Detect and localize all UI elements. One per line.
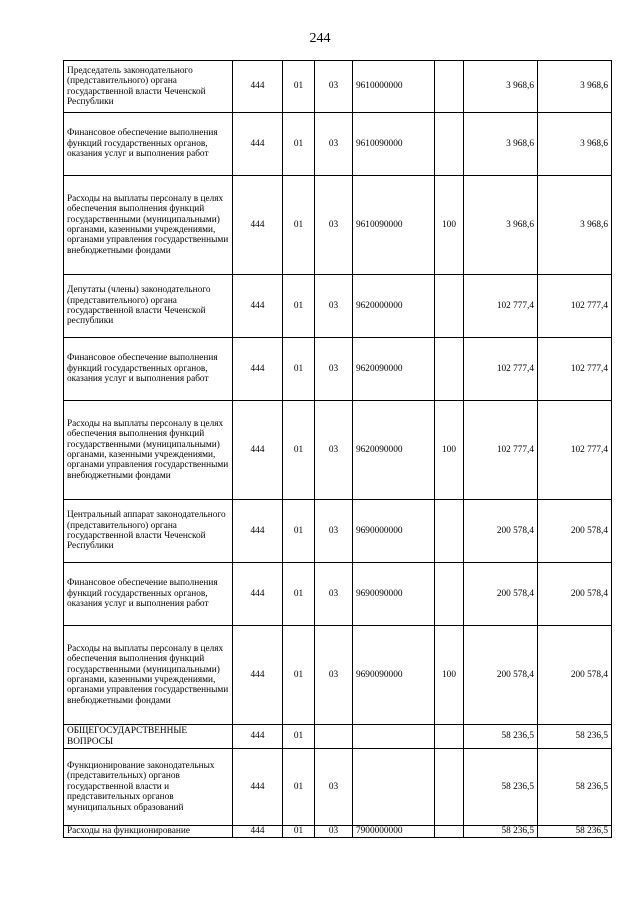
target-article-cell: 9690000000 — [353, 500, 435, 563]
page-number: 244 — [309, 31, 331, 46]
subsection-cell: 03 — [315, 401, 353, 500]
target-article-cell: 9610000000 — [353, 61, 435, 113]
subsection-cell: 03 — [315, 626, 353, 725]
amount-2-cell: 200 578,4 — [538, 626, 612, 725]
row-name-cell: Расходы на функционирование — [64, 826, 233, 838]
section-cell: 01 — [283, 113, 315, 176]
target-article-cell: 9690090000 — [353, 626, 435, 725]
section-cell: 01 — [283, 500, 315, 563]
subsection-cell: 03 — [315, 176, 353, 275]
amount-2-cell: 58 236,5 — [538, 725, 612, 749]
expense-type-cell — [435, 725, 464, 749]
row-name-cell: Финансовое обеспечение выполнения функций государственных органов, оказания услуг и выполнения работ — [64, 338, 233, 401]
amount-1-cell: 102 777,4 — [464, 338, 538, 401]
subsection-cell: 03 — [315, 500, 353, 563]
amount-1-cell: 58 236,5 — [464, 826, 538, 838]
amount-2-cell: 102 777,4 — [538, 401, 612, 500]
admin-code-cell: 444 — [233, 500, 283, 563]
admin-code-cell: 444 — [233, 176, 283, 275]
table-row — [64, 563, 612, 626]
admin-code-cell: 444 — [233, 563, 283, 626]
table-row — [64, 749, 612, 826]
target-article-cell: 9690090000 — [353, 563, 435, 626]
row-name-cell: ОБЩЕГОСУДАРСТВЕННЫЕ ВОПРОСЫ — [64, 725, 233, 749]
amount-1-cell: 200 578,4 — [464, 500, 538, 563]
section-cell: 01 — [283, 61, 315, 113]
section-cell: 01 — [283, 749, 315, 826]
amount-1-cell: 3 968,6 — [464, 61, 538, 113]
amount-1-cell: 3 968,6 — [464, 113, 538, 176]
table-row — [64, 826, 612, 838]
table-row — [64, 725, 612, 749]
subsection-cell: 03 — [315, 275, 353, 338]
row-name-cell: Расходы на выплаты персоналу в целях обеспечения выполнения функций государственными (муниципальными) органами, казенными учреждениями, органами управления государственными внебюджетными фондами — [64, 401, 233, 500]
amount-2-cell: 200 578,4 — [538, 500, 612, 563]
section-cell: 01 — [283, 275, 315, 338]
expense-type-cell: 100 — [435, 176, 464, 275]
amount-2-cell: 3 968,6 — [538, 61, 612, 113]
expense-type-cell — [435, 338, 464, 401]
subsection-cell: 03 — [315, 563, 353, 626]
row-name-cell: Председатель законодательного (представительного) органа государственной власти Чеченской Республики — [64, 61, 233, 113]
amount-1-cell: 102 777,4 — [464, 401, 538, 500]
amount-1-cell: 102 777,4 — [464, 275, 538, 338]
target-article-cell: 9620000000 — [353, 275, 435, 338]
target-article-cell: 9620090000 — [353, 401, 435, 500]
section-cell: 01 — [283, 176, 315, 275]
amount-2-cell: 3 968,6 — [538, 113, 612, 176]
section-cell: 01 — [283, 338, 315, 401]
target-article-cell — [353, 749, 435, 826]
amount-2-cell: 102 777,4 — [538, 338, 612, 401]
expense-type-cell — [435, 113, 464, 176]
expense-type-cell — [435, 563, 464, 626]
subsection-cell: 03 — [315, 826, 353, 838]
target-article-cell — [353, 725, 435, 749]
row-name-cell: Центральный аппарат законодательного (представительного) органа государственной власти Чеченской Республики — [64, 500, 233, 563]
admin-code-cell: 444 — [233, 626, 283, 725]
section-cell: 01 — [283, 401, 315, 500]
amount-2-cell: 200 578,4 — [538, 563, 612, 626]
target-article-cell: 9610090000 — [353, 176, 435, 275]
expense-type-cell — [435, 275, 464, 338]
table-row — [64, 113, 612, 176]
section-cell: 01 — [283, 725, 315, 749]
budget-table — [63, 60, 612, 838]
table-row — [64, 338, 612, 401]
admin-code-cell: 444 — [233, 113, 283, 176]
table-row — [64, 176, 612, 275]
amount-1-cell: 3 968,6 — [464, 176, 538, 275]
expense-type-cell — [435, 826, 464, 838]
row-name-cell: Расходы на выплаты персоналу в целях обеспечения выполнения функций государственными (муниципальными) органами, казенными учреждениями, органами управления государственными внебюджетными фондами — [64, 626, 233, 725]
expense-type-cell: 100 — [435, 626, 464, 725]
section-cell: 01 — [283, 563, 315, 626]
admin-code-cell: 444 — [233, 725, 283, 749]
expense-type-cell — [435, 500, 464, 563]
row-name-cell: Финансовое обеспечение выполнения функций государственных органов, оказания услуг и выполнения работ — [64, 563, 233, 626]
admin-code-cell: 444 — [233, 826, 283, 838]
admin-code-cell: 444 — [233, 749, 283, 826]
row-name-cell: Функционирование законодательных (представительных) органов государственной власти и представительных органов муниципальных образований — [64, 749, 233, 826]
expense-type-cell — [435, 749, 464, 826]
amount-2-cell: 3 968,6 — [538, 176, 612, 275]
amount-1-cell: 58 236,5 — [464, 749, 538, 826]
amount-2-cell: 58 236,5 — [538, 826, 612, 838]
subsection-cell — [315, 725, 353, 749]
table-row — [64, 500, 612, 563]
subsection-cell: 03 — [315, 61, 353, 113]
row-name-cell: Депутаты (члены) законодательного (представительного) органа государственной власти Чеченской республики — [64, 275, 233, 338]
target-article-cell: 9620090000 — [353, 338, 435, 401]
amount-1-cell: 200 578,4 — [464, 626, 538, 725]
row-name-cell: Расходы на выплаты персоналу в целях обеспечения выполнения функций государственными (муниципальными) органами, казенными учреждениями, органами управления государственными внебюджетными фондами — [64, 176, 233, 275]
row-name-cell: Финансовое обеспечение выполнения функций государственных органов, оказания услуг и выполнения работ — [64, 113, 233, 176]
amount-2-cell: 58 236,5 — [538, 749, 612, 826]
expense-type-cell: 100 — [435, 401, 464, 500]
expense-type-cell — [435, 61, 464, 113]
target-article-cell: 9610090000 — [353, 113, 435, 176]
admin-code-cell: 444 — [233, 275, 283, 338]
subsection-cell: 03 — [315, 113, 353, 176]
table-row — [64, 401, 612, 500]
amount-1-cell: 58 236,5 — [464, 725, 538, 749]
table-row — [64, 275, 612, 338]
admin-code-cell: 444 — [233, 338, 283, 401]
table-row — [64, 626, 612, 725]
target-article-cell: 7900000000 — [353, 826, 435, 838]
amount-2-cell: 102 777,4 — [538, 275, 612, 338]
subsection-cell: 03 — [315, 749, 353, 826]
subsection-cell: 03 — [315, 338, 353, 401]
table-row — [64, 61, 612, 113]
section-cell: 01 — [283, 626, 315, 725]
admin-code-cell: 444 — [233, 401, 283, 500]
amount-1-cell: 200 578,4 — [464, 563, 538, 626]
admin-code-cell: 444 — [233, 61, 283, 113]
section-cell: 01 — [283, 826, 315, 838]
